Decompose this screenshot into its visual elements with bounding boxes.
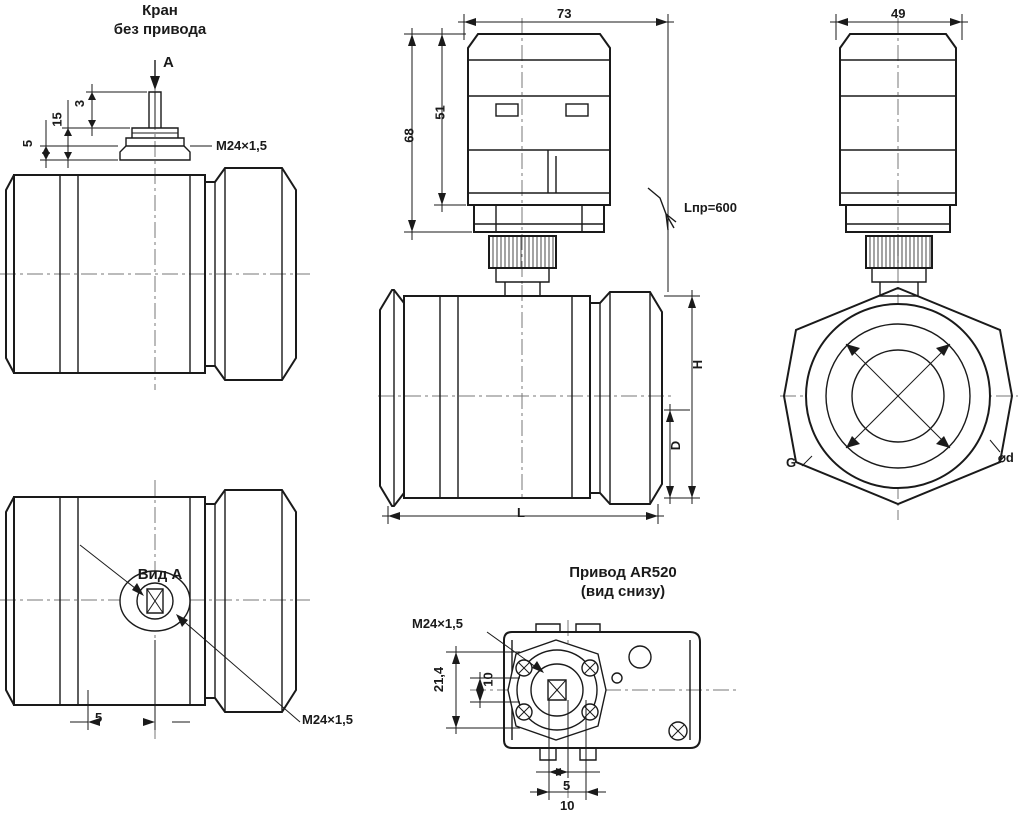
view-end bbox=[780, 14, 1018, 520]
title-view-a: Вид А bbox=[137, 566, 183, 583]
dim-h: H bbox=[690, 359, 706, 370]
dim-d: D bbox=[668, 440, 684, 451]
title-actuator-line2: (вид снизу) bbox=[580, 582, 666, 600]
dim-l: L bbox=[517, 505, 525, 520]
label-thread-top: M24×1,5 bbox=[216, 138, 267, 153]
label-thread-actuator: M24×1,5 bbox=[412, 616, 463, 631]
dim-10-bottom: 10 bbox=[560, 798, 575, 813]
dim-68: 68 bbox=[401, 128, 417, 143]
dim-5-view1: 5 bbox=[20, 139, 36, 148]
dim-21-4: 21,4 bbox=[431, 666, 447, 693]
title-valve-line1: Кран bbox=[142, 2, 178, 19]
label-diameter-d: ⌀d bbox=[998, 450, 1014, 465]
view-a-drawing bbox=[0, 480, 310, 740]
label-thread-g: G bbox=[786, 455, 797, 470]
label-thread-view-a: M24×1,5 bbox=[302, 712, 353, 727]
view-assembly bbox=[378, 14, 700, 524]
title-valve-line2: без привода bbox=[113, 20, 207, 38]
view-actuator-bottom bbox=[446, 620, 740, 805]
dim-10-vert: 10 bbox=[480, 672, 496, 687]
dim-73: 73 bbox=[557, 6, 572, 21]
dim-51: 51 bbox=[432, 105, 448, 120]
view-valve-no-actuator bbox=[0, 60, 310, 390]
title-actuator-bottom bbox=[528, 564, 718, 602]
dim-5-view-a: 5 bbox=[95, 710, 103, 725]
label-arrow-a: A bbox=[163, 54, 174, 71]
dim-49: 49 bbox=[891, 6, 906, 21]
dim-3-view1: 3 bbox=[72, 99, 88, 108]
title-actuator-line1: Привод AR520 bbox=[569, 564, 677, 581]
dim-5-bottom: 5 bbox=[563, 778, 571, 793]
label-cable: Lпр=600 bbox=[684, 200, 738, 215]
title-valve-no-actuator bbox=[70, 2, 250, 40]
dim-15-view1: 15 bbox=[49, 112, 65, 127]
